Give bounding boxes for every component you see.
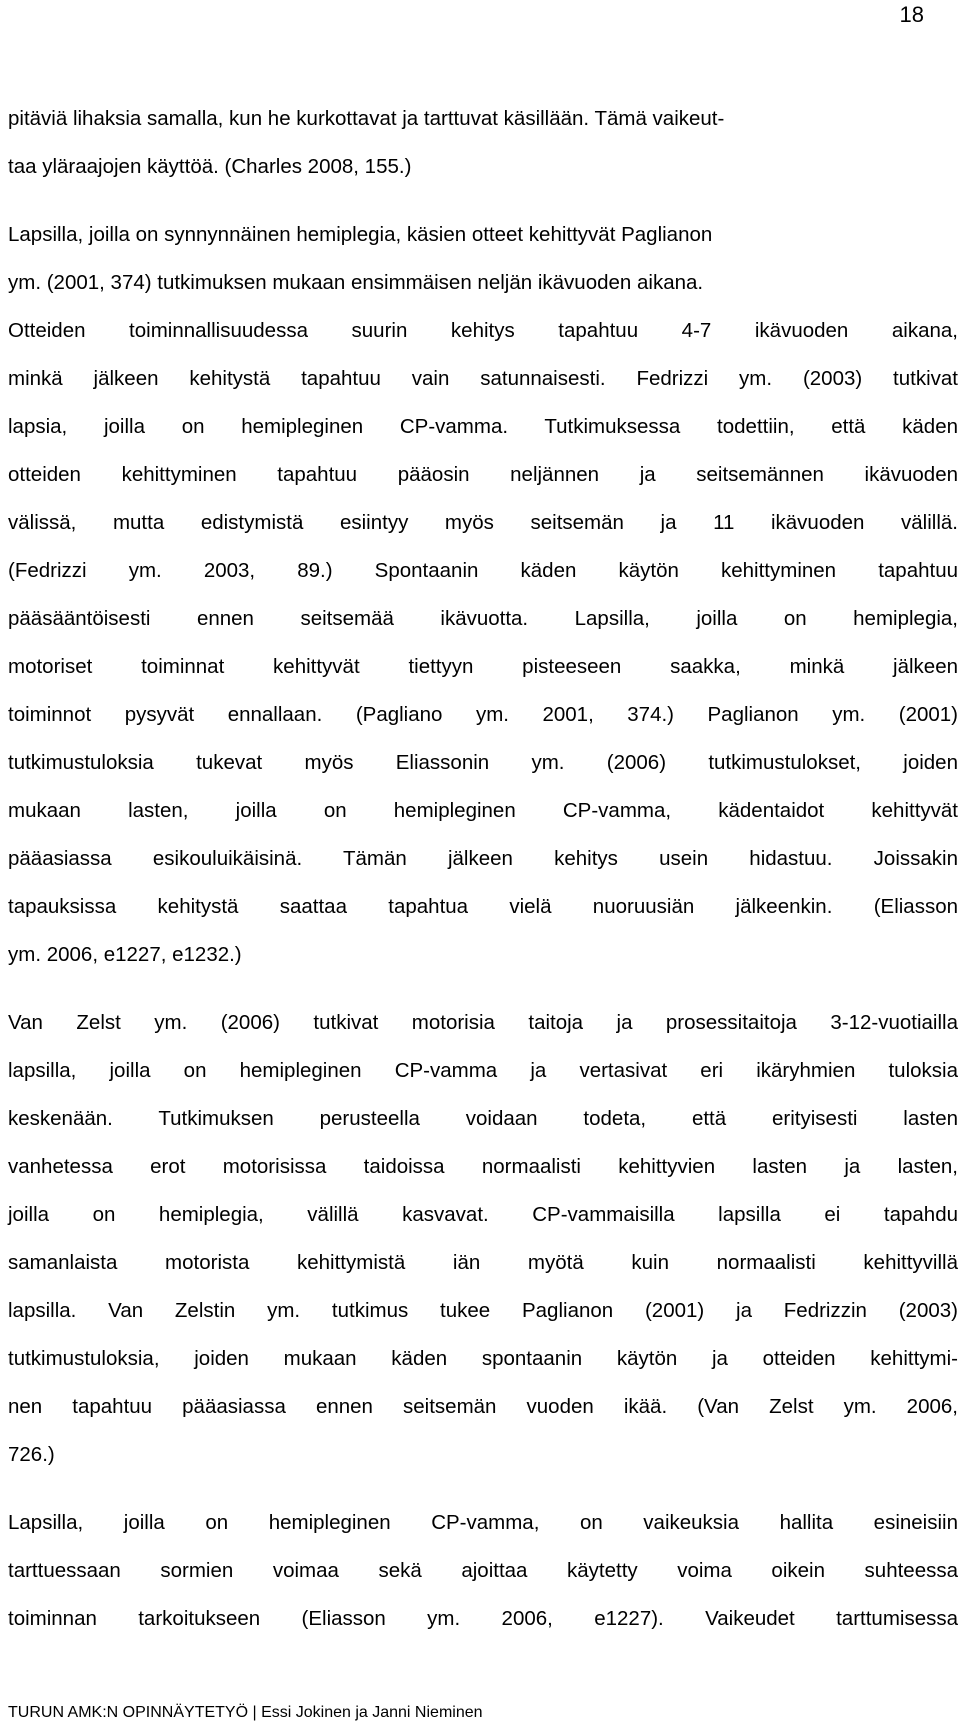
text-line: tutkimustuloksia, joiden mukaan käden spontaanin käytön ja otteiden kehittymi- [8, 1347, 958, 1370]
text-line: Van Zelst ym. (2006) tutkivat motorisia taitoja ja prosessitaitoja 3-12-vuotiailla [8, 1011, 958, 1034]
paragraph-gap [8, 979, 958, 999]
paragraph [8, 999, 958, 1479]
text-line: minkä jälkeen kehitystä tapahtuu vain satunnaisesti. Fedrizzi ym. (2003) tutkivat [8, 367, 958, 390]
text-line: (Fedrizzi ym. 2003, 89.) Spontaanin käden käytön kehittyminen tapahtuu [8, 559, 958, 582]
text-line: joilla on hemiplegia, välillä kasvavat. CP-vammaisilla lapsilla ei tapahdu [8, 1203, 958, 1226]
text-line: vanhetessa erot motorisissa taidoissa normaalisti kehittyvien lasten ja lasten, [8, 1155, 958, 1178]
text-line: pitäviä lihaksia samalla, kun he kurkottavat ja tarttuvat käsillään. Tämä vaikeut- [8, 107, 725, 130]
paragraph [8, 1499, 958, 1643]
text-line: lapsilla, joilla on hemipleginen CP-vamma ja vertasivat eri ikäryhmien tuloksia [8, 1059, 958, 1082]
text-line: lapsia, joilla on hemipleginen CP-vamma. Tutkimuksessa todettiin, että käden [8, 415, 958, 438]
text-line: tutkimustuloksia tukevat myös Eliassonin ym. (2006) tutkimustulokset, joiden [8, 751, 958, 774]
text-line: tarttuessaan sormien voimaa sekä ajoittaa käytetty voima oikein suhteessa [8, 1559, 958, 1582]
text-line: Otteiden toiminnallisuudessa suurin kehitys tapahtuu 4-7 ikävuoden aikana, [8, 319, 958, 342]
text-line: ym. 2006, e1227, e1232.) [8, 943, 242, 966]
text-line: otteiden kehittyminen tapahtuu pääosin neljännen ja seitsemännen ikävuoden [8, 463, 958, 486]
page-footer: TURUN AMK:N OPINNÄYTETYÖ | Essi Jokinen ja Janni Nieminen [8, 1704, 483, 1721]
text-line: välissä, mutta edistymistä esiintyy myös seitsemän ja 11 ikävuoden välillä. [8, 511, 958, 534]
text-line: motoriset toiminnat kehittyvät tiettyyn pisteeseen saakka, minkä jälkeen [8, 655, 958, 678]
text-line: pääsääntöisesti ennen seitsemää ikävuotta. Lapsilla, joilla on hemiplegia, [8, 607, 958, 630]
document-body [8, 95, 958, 1643]
text-line: toiminnan tarkoitukseen (Eliasson ym. 2006, e1227). Vaikeudet tarttumisessa [8, 1607, 958, 1630]
text-line: tapauksissa kehitystä saattaa tapahtua vielä nuoruusiän jälkeenkin. (Eliasson [8, 895, 958, 918]
text-line: toiminnot pysyvät ennallaan. (Pagliano ym. 2001, 374.) Paglianon ym. (2001) [8, 703, 958, 726]
page-number: 18 [899, 2, 924, 27]
paragraph-gap [8, 191, 958, 211]
text-line: nen tapahtuu pääasiassa ennen seitsemän vuoden ikää. (Van Zelst ym. 2006, [8, 1395, 958, 1418]
text-line: samanlaista motorista kehittymistä iän myötä kuin normaalisti kehittyvillä [8, 1251, 958, 1274]
text-line: taa yläraajojen käyttöä. (Charles 2008, 155.) [8, 155, 412, 178]
paragraph [8, 95, 958, 191]
text-line: Lapsilla, joilla on hemipleginen CP-vamma, on vaikeuksia hallita esineisiin [8, 1511, 958, 1534]
text-line: mukaan lasten, joilla on hemipleginen CP-vamma, kädentaidot kehittyvät [8, 799, 958, 822]
text-line: pääasiassa esikouluikäisinä. Tämän jälkeen kehitys usein hidastuu. Joissakin [8, 847, 958, 870]
text-line: Lapsilla, joilla on synnynnäinen hemiplegia, käsien otteet kehittyvät Paglianon [8, 223, 713, 246]
text-line: ym. (2001, 374) tutkimuksen mukaan ensimmäisen neljän ikävuoden aikana. [8, 271, 704, 294]
paragraph [8, 211, 958, 979]
text-line: keskenään. Tutkimuksen perusteella voidaan todeta, että erityisesti lasten [8, 1107, 958, 1130]
paragraph-gap [8, 1479, 958, 1499]
text-line: 726.) [8, 1443, 55, 1466]
text-line: lapsilla. Van Zelstin ym. tutkimus tukee Paglianon (2001) ja Fedrizzin (2003) [8, 1299, 958, 1322]
